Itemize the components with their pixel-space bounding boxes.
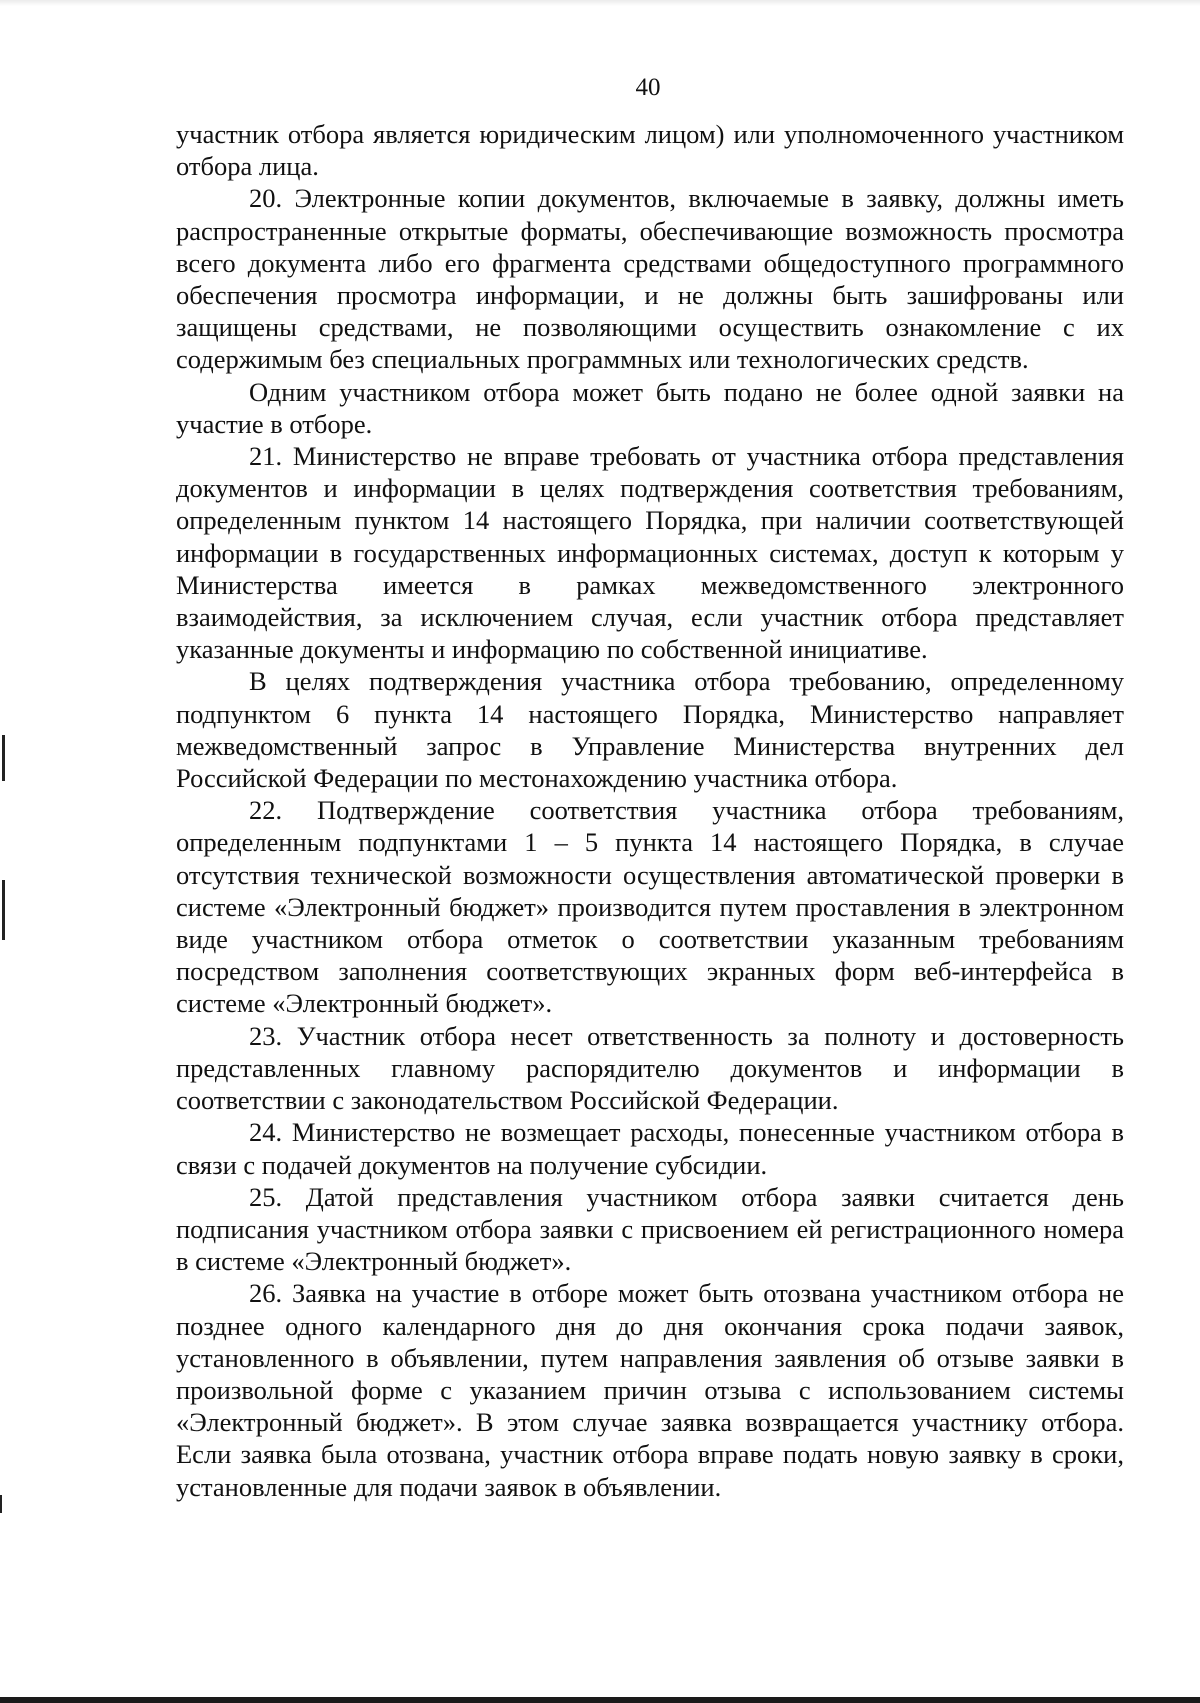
paragraph-item-25: 25. Датой представления участником отбора заявки считается день подписания участником отбора заявки с присвоением ей регистрационного номера в системе «Электронный бюджет». — [176, 1181, 1124, 1277]
scan-bottom-edge — [0, 1697, 1200, 1703]
paragraph-item-21: 21. Министерство не вправе требовать от участника отбора представления документов и информации в целях подтверждения соответствия требованиям, определенным пунктом 14 настоящего Порядка, при наличии соответствующей информации в государственных информационных системах, доступ к которым у Министерства имеется в рамках межведомственного электронного взаимодействия, за исключением случая, если участник отбора представляет указанные документы и информацию по собственной инициативе. — [176, 441, 1124, 665]
paragraph-item-24: 24. Министерство не возмещает расходы, понесенные участником отбора в связи с подачей документов на получение субсидии. — [176, 1117, 1124, 1180]
scan-top-edge — [0, 0, 1200, 6]
paragraph-item-23: 23. Участник отбора несет ответственность за полноту и достоверность представленных главному распорядителю документов и информации в соответствии с законодательством Российской Федерации. — [176, 1020, 1124, 1116]
scan-margin-mark — [0, 1495, 2, 1513]
paragraph-single-application: Одним участником отбора может быть подано не более одной заявки на участие в отборе. — [176, 376, 1124, 439]
paragraph-item-22: 22. Подтверждение соответствия участника отбора требованиям, определенным подпунктами 1 – 5 пункта 14 настоящего Порядка, в случае отсутствия технической возможности осуществления автоматической проверки в системе «Электронный бюджет» производится путем проставления в электронном виде участником отбора отметок о соответствии указанным требованиям посредством заполнения соответствующих экранных форм веб-интерфейса в системе «Электронный бюджет». — [176, 795, 1124, 1019]
page-number: 40 — [635, 74, 661, 101]
scan-margin-mark — [2, 735, 5, 781]
document-body — [176, 118, 1124, 1503]
paragraph-interdepartmental-request: В целях подтверждения участника отбора требованию, определенному подпунктом 6 пункта 14 настоящего Порядка, Министерство направляет межведомственный запрос в Управление Министерства внутренних дел Российской Федерации по местонахождению участника отбора. — [176, 666, 1124, 794]
paragraph-item-20: 20. Электронные копии документов, включаемые в заявку, должны иметь распространенные открытые форматы, обеспечивающие возможность просмотра всего документа либо его фрагмента средствами общедоступного программного обеспечения просмотра информации, и не должны быть зашифрованы или защищены средствами, не позволяющими осуществить ознакомление с их содержимым без специальных программных или технологических средств. — [176, 183, 1124, 375]
paragraph-item-26: 26. Заявка на участие в отборе может быть отозвана участником отбора не позднее одного календарного дня до дня окончания срока подачи заявок, установленного в объявлении, путем направления заявления об отзыве заявки в произвольной форме с указанием причин отзыва с использованием системы «Электронный бюджет». В этом случае заявка возвращается участнику отбора. Если заявка была отозвана, участник отбора вправе подать новую заявку в сроки, установленные для подачи заявок в объявлении. — [176, 1278, 1124, 1502]
paragraph-continuation: участник отбора является юридическим лицом) или уполномоченного участником отбора лица. — [176, 119, 1124, 182]
scan-margin-mark — [2, 880, 5, 940]
